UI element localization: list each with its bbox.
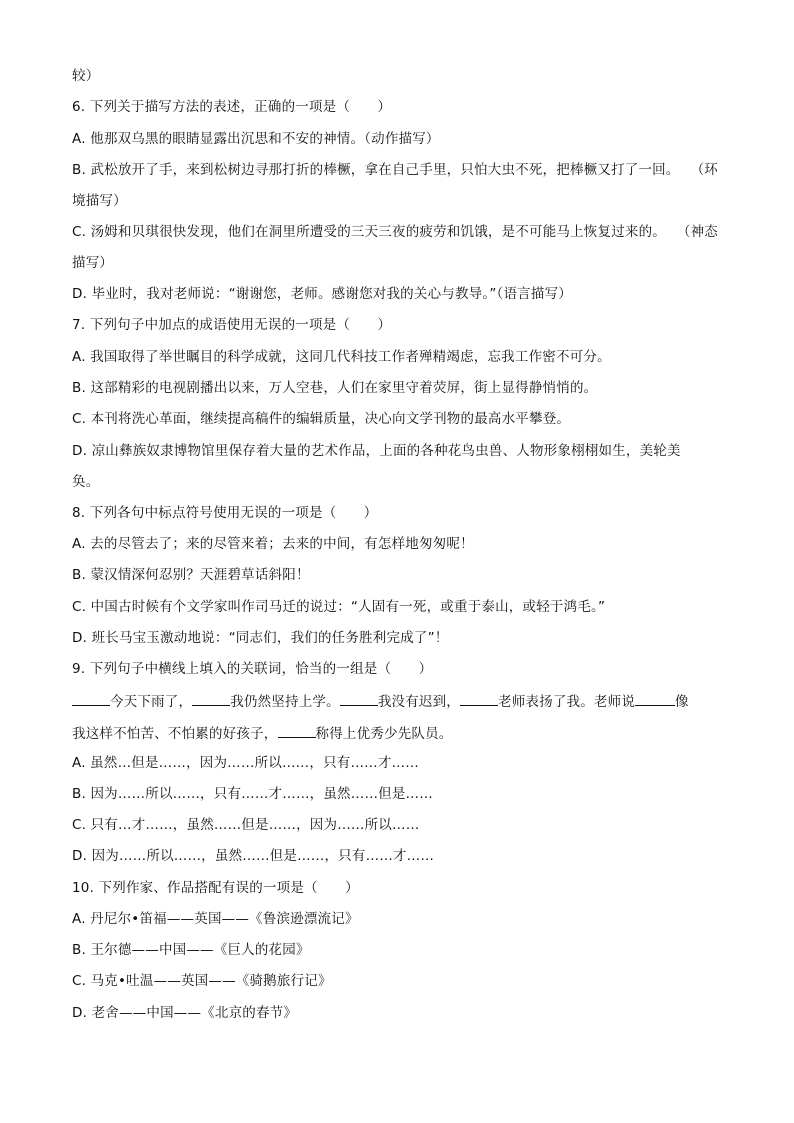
fill-blank	[460, 691, 498, 706]
fill-blank	[278, 723, 316, 738]
question-10-option-c: C. 马克•吐温——英国——《骑鹅旅行记》	[72, 973, 332, 989]
question-9-option-c: C. 只有…才……，虽然……但是……，因为……所以……	[72, 817, 420, 833]
sentence-part: 今天下雨了，	[110, 694, 193, 710]
question-7-option-b: B. 这部精彩的电视剧播出以来，万人空巷，人们在家里守着荧屏，街上显得静悄悄的。	[72, 380, 598, 396]
text-line: 较）	[72, 68, 100, 84]
question-8-option-a: A. 去的尽管去了；来的尽管来着；去来的中间，有怎样地匆匆呢！	[72, 536, 474, 552]
fill-blank	[340, 691, 378, 706]
question-9-fill-sentence-cont	[72, 723, 724, 743]
question-10-stem: 10. 下列作家、作品搭配有误的一项是（ ）	[72, 880, 359, 896]
question-8-option-b: B. 蒙汉情深何忍别？天涯碧草话斜阳！	[72, 567, 310, 583]
fill-blank	[192, 691, 230, 706]
question-9-fill-sentence	[72, 691, 724, 711]
question-9-option-d: D. 因为……所以……，虽然……但是……，只有……才……	[72, 848, 435, 864]
fill-blank	[635, 691, 675, 706]
question-9-option-b: B. 因为……所以……，只有……才……，虽然……但是……	[72, 786, 433, 802]
question-6-option-b	[72, 161, 724, 179]
option-c-text: C. 汤姆和贝琪很快发现，他们在洞里所遭受的三天三夜的疲劳和饥饿，是不可能马上恢复过来的。	[72, 224, 667, 240]
question-8-option-d: D. 班长马宝玉激动地说：“同志们，我们的任务胜利完成了”！	[72, 630, 449, 646]
question-7-option-d-cont: 奂。	[72, 474, 100, 490]
question-9-option-a: A. 虽然…但是……，因为……所以……，只有……才……	[72, 755, 419, 771]
question-9-stem: 9. 下列句子中横线上填入的关联词，恰当的一组是（ ）	[72, 661, 433, 677]
question-6-option-a: A. 他那双乌黑的眼睛显露出沉思和不安的神情。（动作描写）	[72, 131, 440, 147]
question-6-option-d: D. 毕业时，我对老师说：“谢谢您，老师。感谢您对我的关心与教导。”（语言描写）	[72, 286, 572, 302]
fill-blank	[72, 691, 110, 706]
question-8-option-c: C. 中国古时候有个文学家叫作司马迁的说过：“人固有一死，或重于泰山，或轻于鸿毛。”	[72, 599, 606, 615]
question-7-option-d: D. 凉山彝族奴隶博物馆里保存着大量的艺术作品，上面的各种花鸟虫兽、人物形象栩栩如生，美轮美	[72, 443, 681, 459]
question-6-option-b-cont: 境描写）	[72, 193, 127, 209]
question-7-option-c: C. 本刊将洗心革面，继续提高稿件的编辑质量，决心向文学刊物的最高水平攀登。	[72, 411, 571, 427]
question-7-option-a: A. 我国取得了举世瞩目的科学成就，这同几代科技工作者殚精竭虑，忘我工作密不可分。	[72, 349, 611, 365]
sentence-part: 我仍然坚持上学。	[230, 694, 340, 710]
question-10-option-d: D. 老舍——中国——《北京的春节》	[72, 1005, 298, 1021]
option-b-text-end: （环	[690, 162, 718, 178]
question-7-stem: 7. 下列句子中加点的成语使用无误的一项是（ ）	[72, 317, 392, 333]
question-10-option-b: B. 王尔德——中国——《巨人的花园》	[72, 942, 310, 958]
option-b-text: B. 武松放开了手，来到松树边寻那打折的棒橛，拿在自己手里，只怕大虫不死，把棒橛又打了一回。	[72, 162, 680, 178]
sentence-part: 像	[675, 694, 689, 710]
question-6-option-c-cont: 描写）	[72, 255, 114, 271]
question-6-stem: 6. 下列关于描写方法的表述，正确的一项是（ ）	[72, 99, 392, 115]
sentence-part: 我没有迟到，	[377, 694, 461, 710]
sentence-part: 我这样不怕苦、不怕累的好孩子，	[72, 726, 278, 742]
question-8-stem: 8. 下列各句中标点符号使用无误的一项是（ ）	[72, 505, 378, 521]
sentence-part: 称得上优秀少先队员。	[315, 726, 453, 742]
question-10-option-a: A. 丹尼尔•笛福——英国——《鲁滨逊漂流记》	[72, 911, 359, 927]
question-6-option-c	[72, 223, 724, 241]
option-c-text-end: （神态	[676, 224, 718, 240]
sentence-part: 老师表扬了我。老师说	[498, 694, 636, 710]
